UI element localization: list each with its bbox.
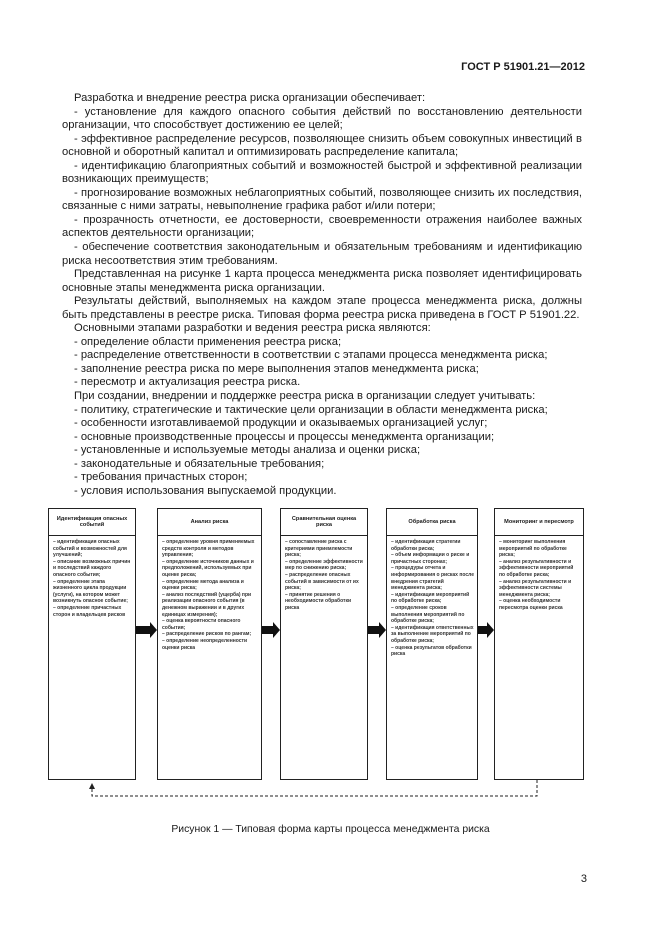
process-stage-box bbox=[386, 508, 478, 780]
stage-item: – анализ последствий (ущерба) при реализации опасного события (в денежном выражении и в других единицах измерения); bbox=[162, 591, 252, 618]
stage-item: – идентификация стратегии обработки риска; bbox=[391, 539, 461, 552]
body-text bbox=[62, 92, 582, 498]
stage-title: Идентификация опасных событий bbox=[49, 509, 135, 536]
paragraph: - прозрачность отчетности, ее достоверности, своевременности отражения наиболее важных аспектов деятельности организации; bbox=[62, 213, 582, 240]
stage-item: – определение эффективности мер по снижению риска; bbox=[285, 558, 363, 572]
stage-items bbox=[49, 536, 135, 618]
stage-item: – определение сроков выполнения мероприятий по обработке риска; bbox=[391, 604, 465, 625]
flow-arrow-icon bbox=[478, 622, 494, 638]
flow-arrow-icon bbox=[368, 622, 386, 638]
stage-item: – процедуры отчета и информирования о рисках после внедрения стратегий менеджмента риска; bbox=[391, 565, 475, 592]
paragraph: - установление для каждого опасного события действий по восстановлению деятельности организации, что способствует достижению ее целей; bbox=[62, 105, 582, 132]
stage-item: – определение уровня применяемых средств контроля и методов управления; bbox=[162, 539, 255, 559]
process-stage-box bbox=[280, 508, 368, 780]
stage-items bbox=[387, 536, 477, 658]
paragraph: Основными этапами разработки и ведения реестра риска являются: bbox=[74, 322, 431, 335]
paragraph: Разработка и внедрение реестра риска организации обеспечивает: bbox=[74, 92, 426, 104]
stage-item: – анализ результативности и эффективности мероприятий по обработке риска; bbox=[499, 558, 574, 578]
stage-item: – описание возможных причин и последствий каждого опасного события; bbox=[53, 558, 131, 578]
paragraph: - законодательные и обязательные требования; bbox=[74, 457, 325, 470]
stage-title: Сравнительная оценка риска bbox=[281, 509, 367, 536]
feedback-line bbox=[92, 780, 537, 796]
process-stage-box bbox=[494, 508, 584, 780]
flow-arrow-icon bbox=[262, 622, 280, 638]
paragraph: Представленная на рисунке 1 карта процесса менеджмента риска позволяет идентифицировать основные этапы менеджмента риска организации. bbox=[62, 268, 582, 294]
paragraph: - политику, стратегические и тактические цели организации в области менеджмента риска; bbox=[74, 403, 548, 416]
paragraph: - заполнение реестра риска по мере выполнения этапов менеджмента риска; bbox=[74, 362, 479, 375]
paragraph: - установленные и используемые методы анализа и оценки риска; bbox=[74, 444, 421, 457]
stage-title: Мониторинг и пересмотр bbox=[495, 509, 583, 536]
stage-item: – оценка результатов обработки риска bbox=[391, 644, 472, 658]
paragraph: - эффективное распределение ресурсов, позволяющее снизить объем совокупных инвестиций в основной и оборотный капитал и оптимизировать распределение капитала; bbox=[62, 132, 582, 159]
stage-item: – объем информации о риске и причастных сторонах; bbox=[391, 552, 470, 565]
stage-title: Анализ риска bbox=[158, 509, 261, 536]
stage-item: – определение причастных сторон и владельцев рисков bbox=[53, 604, 126, 618]
stage-title: Обработка риска bbox=[387, 509, 477, 536]
stage-item: – определение источников данных и предположений, используемых при оценке риска; bbox=[162, 558, 254, 578]
process-stage-box bbox=[157, 508, 262, 780]
stage-item: – оценка необходимости пересмотра оценки риска bbox=[499, 598, 563, 611]
stage-items bbox=[281, 536, 367, 612]
paragraph: - идентификацию благоприятных событий и возможностей быстрой и эффективной реализации возникающих преимуществ; bbox=[62, 159, 582, 186]
process-map-figure bbox=[48, 508, 584, 804]
page-number: 3 bbox=[580, 873, 587, 885]
stage-item: – распределение рисков по рангам; bbox=[162, 631, 252, 638]
stage-item: – принятие решения о необходимости обработки риска bbox=[285, 591, 352, 611]
paragraph: - пересмотр и актуализация реестра риска. bbox=[74, 376, 301, 389]
stage-items bbox=[495, 536, 583, 612]
stage-item: – анализ результативности и эффективности системы менеджмента риска; bbox=[499, 578, 572, 598]
paragraph: - распределение ответственности в соответствии с этапами процесса менеджмента риска; bbox=[74, 349, 548, 362]
process-stage-box bbox=[48, 508, 136, 780]
figure-caption: Рисунок 1 — Типовая форма карты процесса менеджмента риска bbox=[171, 824, 490, 835]
stage-item: – определение этапа жизненного цикла продукции (услуги), на котором может возникнуть опасное событие; bbox=[53, 578, 128, 605]
stage-item: – распределение опасных событий в зависимости от их риска; bbox=[285, 571, 359, 592]
paragraph: - требования причастных сторон; bbox=[74, 471, 248, 484]
stage-item: – идентификация мероприятий по обработке риска; bbox=[391, 591, 470, 605]
paragraph: - прогнозирование возможных неблагоприятных событий, позволяющее снизить их последствия, связанные с ними затраты, невыполнение графика работ и/или потери; bbox=[62, 186, 582, 213]
stage-item: – оценка вероятности опасного события; bbox=[162, 618, 241, 631]
stage-item: – мониторинг выполнения мероприятий по обработке риска; bbox=[499, 539, 567, 559]
paragraph: - условия использования выпускаемой продукции. bbox=[74, 484, 337, 497]
flow-arrow-icon bbox=[136, 622, 157, 638]
paragraph: - особенности изготавливаемой продукции и оказываемых организацией услуг; bbox=[74, 417, 488, 430]
paragraph: - определение области применения реестра риска; bbox=[74, 335, 342, 348]
stage-item: – идентификация опасных событий и возможностей для улучшений; bbox=[53, 539, 127, 559]
stage-item: – идентификация ответственных за выполнение мероприятий по обработке риска; bbox=[391, 624, 474, 644]
paragraph: Результаты действий, выполняемых на каждом этапе процесса менеджмента риска, должны быть представлены в реестре риска. Типовая форма реестра риска приведена в ГОСТ Р 51901.22. bbox=[62, 295, 582, 321]
paragraph: - основные производственные процессы и процессы менеджмента организации; bbox=[74, 430, 495, 443]
stage-item: – определение метода анализа и оценки риска; bbox=[162, 578, 244, 592]
paragraph: - обеспечение соответствия законодательным и обязательным требованиям и идентификацию риска несоответствия этим требованиям. bbox=[62, 241, 582, 267]
stage-item: – сопоставление риска с критериями приемлемости риска; bbox=[285, 539, 353, 559]
stage-items bbox=[158, 536, 261, 651]
stage-item: – определение неопределенности оценки риска bbox=[162, 637, 248, 651]
standard-header: ГОСТ Р 51901.21—2012 bbox=[461, 61, 585, 73]
paragraph: При создании, внедрении и поддержке реестра риска в организации следует учитывать: bbox=[74, 390, 536, 403]
